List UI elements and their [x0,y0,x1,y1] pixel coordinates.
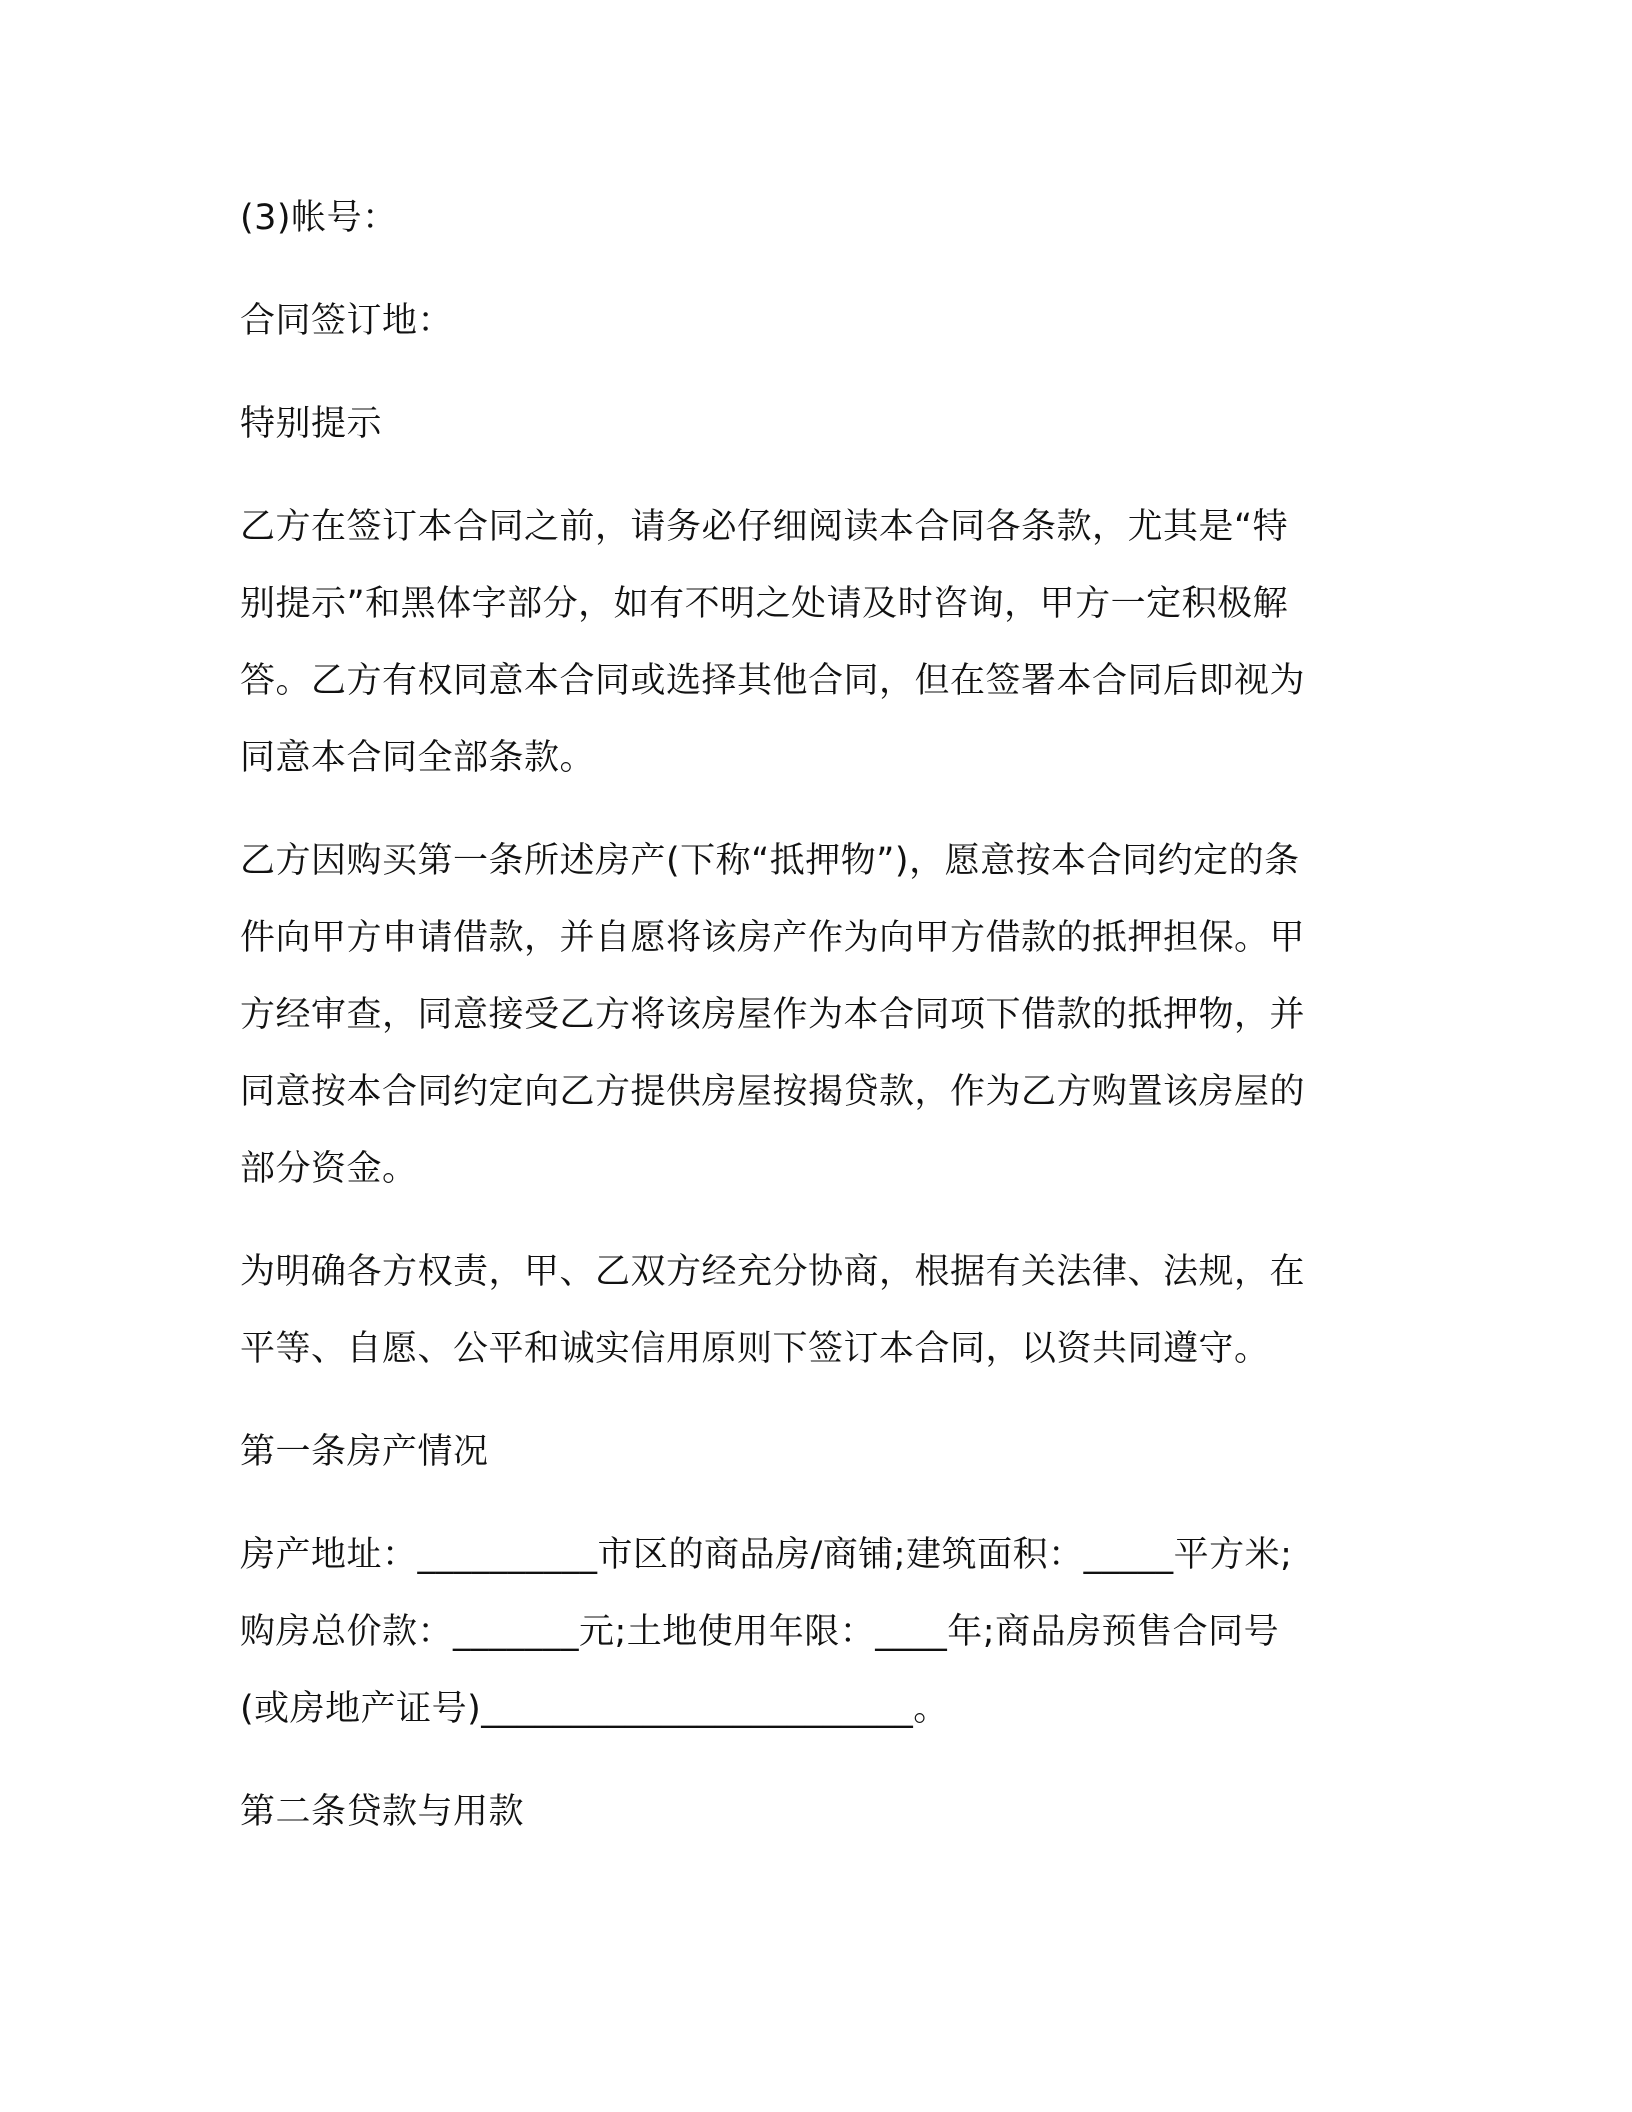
mortgage-paragraph-line: 方经审查，同意接受乙方将该房屋作为本合同项下借款的抵押物，并 [240,995,1306,1035]
special-notice-heading: 特别提示 [240,404,383,444]
property-info-line: 购房总价款：_______元;土地使用年限：____年;商品房预售合同号 [240,1612,1280,1652]
purpose-paragraph-line: 平等、自愿、公平和诚实信用原则下签订本合同，以资共同遵守。 [240,1329,1270,1369]
signing-place-line: 合同签订地： [240,301,454,341]
purpose-paragraph-line: 为明确各方权责，甲、乙双方经充分协商，根据有关法律、法规，在 [240,1252,1306,1292]
mortgage-paragraph-line: 同意按本合同约定向乙方提供房屋按揭贷款，作为乙方购置该房屋的 [240,1072,1306,1112]
mortgage-paragraph-line: 件向甲方申请借款，并自愿将该房产作为向甲方借款的抵押担保。甲 [240,918,1306,958]
account-number-line: (3)帐号： [240,198,398,238]
article-two-heading: 第二条贷款与用款 [240,1792,525,1832]
notice-paragraph-line: 乙方在签订本合同之前，请务必仔细阅读本合同各条款，尤其是“特 [240,507,1289,547]
notice-paragraph-line: 别提示”和黑体字部分，如有不明之处请及时咨询，甲方一定积极解 [240,584,1289,624]
article-one-heading: 第一条房产情况 [240,1432,489,1472]
notice-paragraph-line: 同意本合同全部条款。 [240,738,596,778]
mortgage-paragraph-line: 部分资金。 [240,1149,418,1189]
notice-paragraph-line: 答。乙方有权同意本合同或选择其他合同，但在签署本合同后即视为 [240,661,1306,701]
property-info-line: (或房地产证号)________________________。 [240,1689,949,1729]
property-info-line: 房产地址：__________市区的商品房/商铺;建筑面积：_____平方米; [240,1535,1293,1575]
mortgage-paragraph-line: 乙方因购买第一条所述房产(下称“抵押物”)，愿意按本合同约定的条 [240,841,1300,881]
